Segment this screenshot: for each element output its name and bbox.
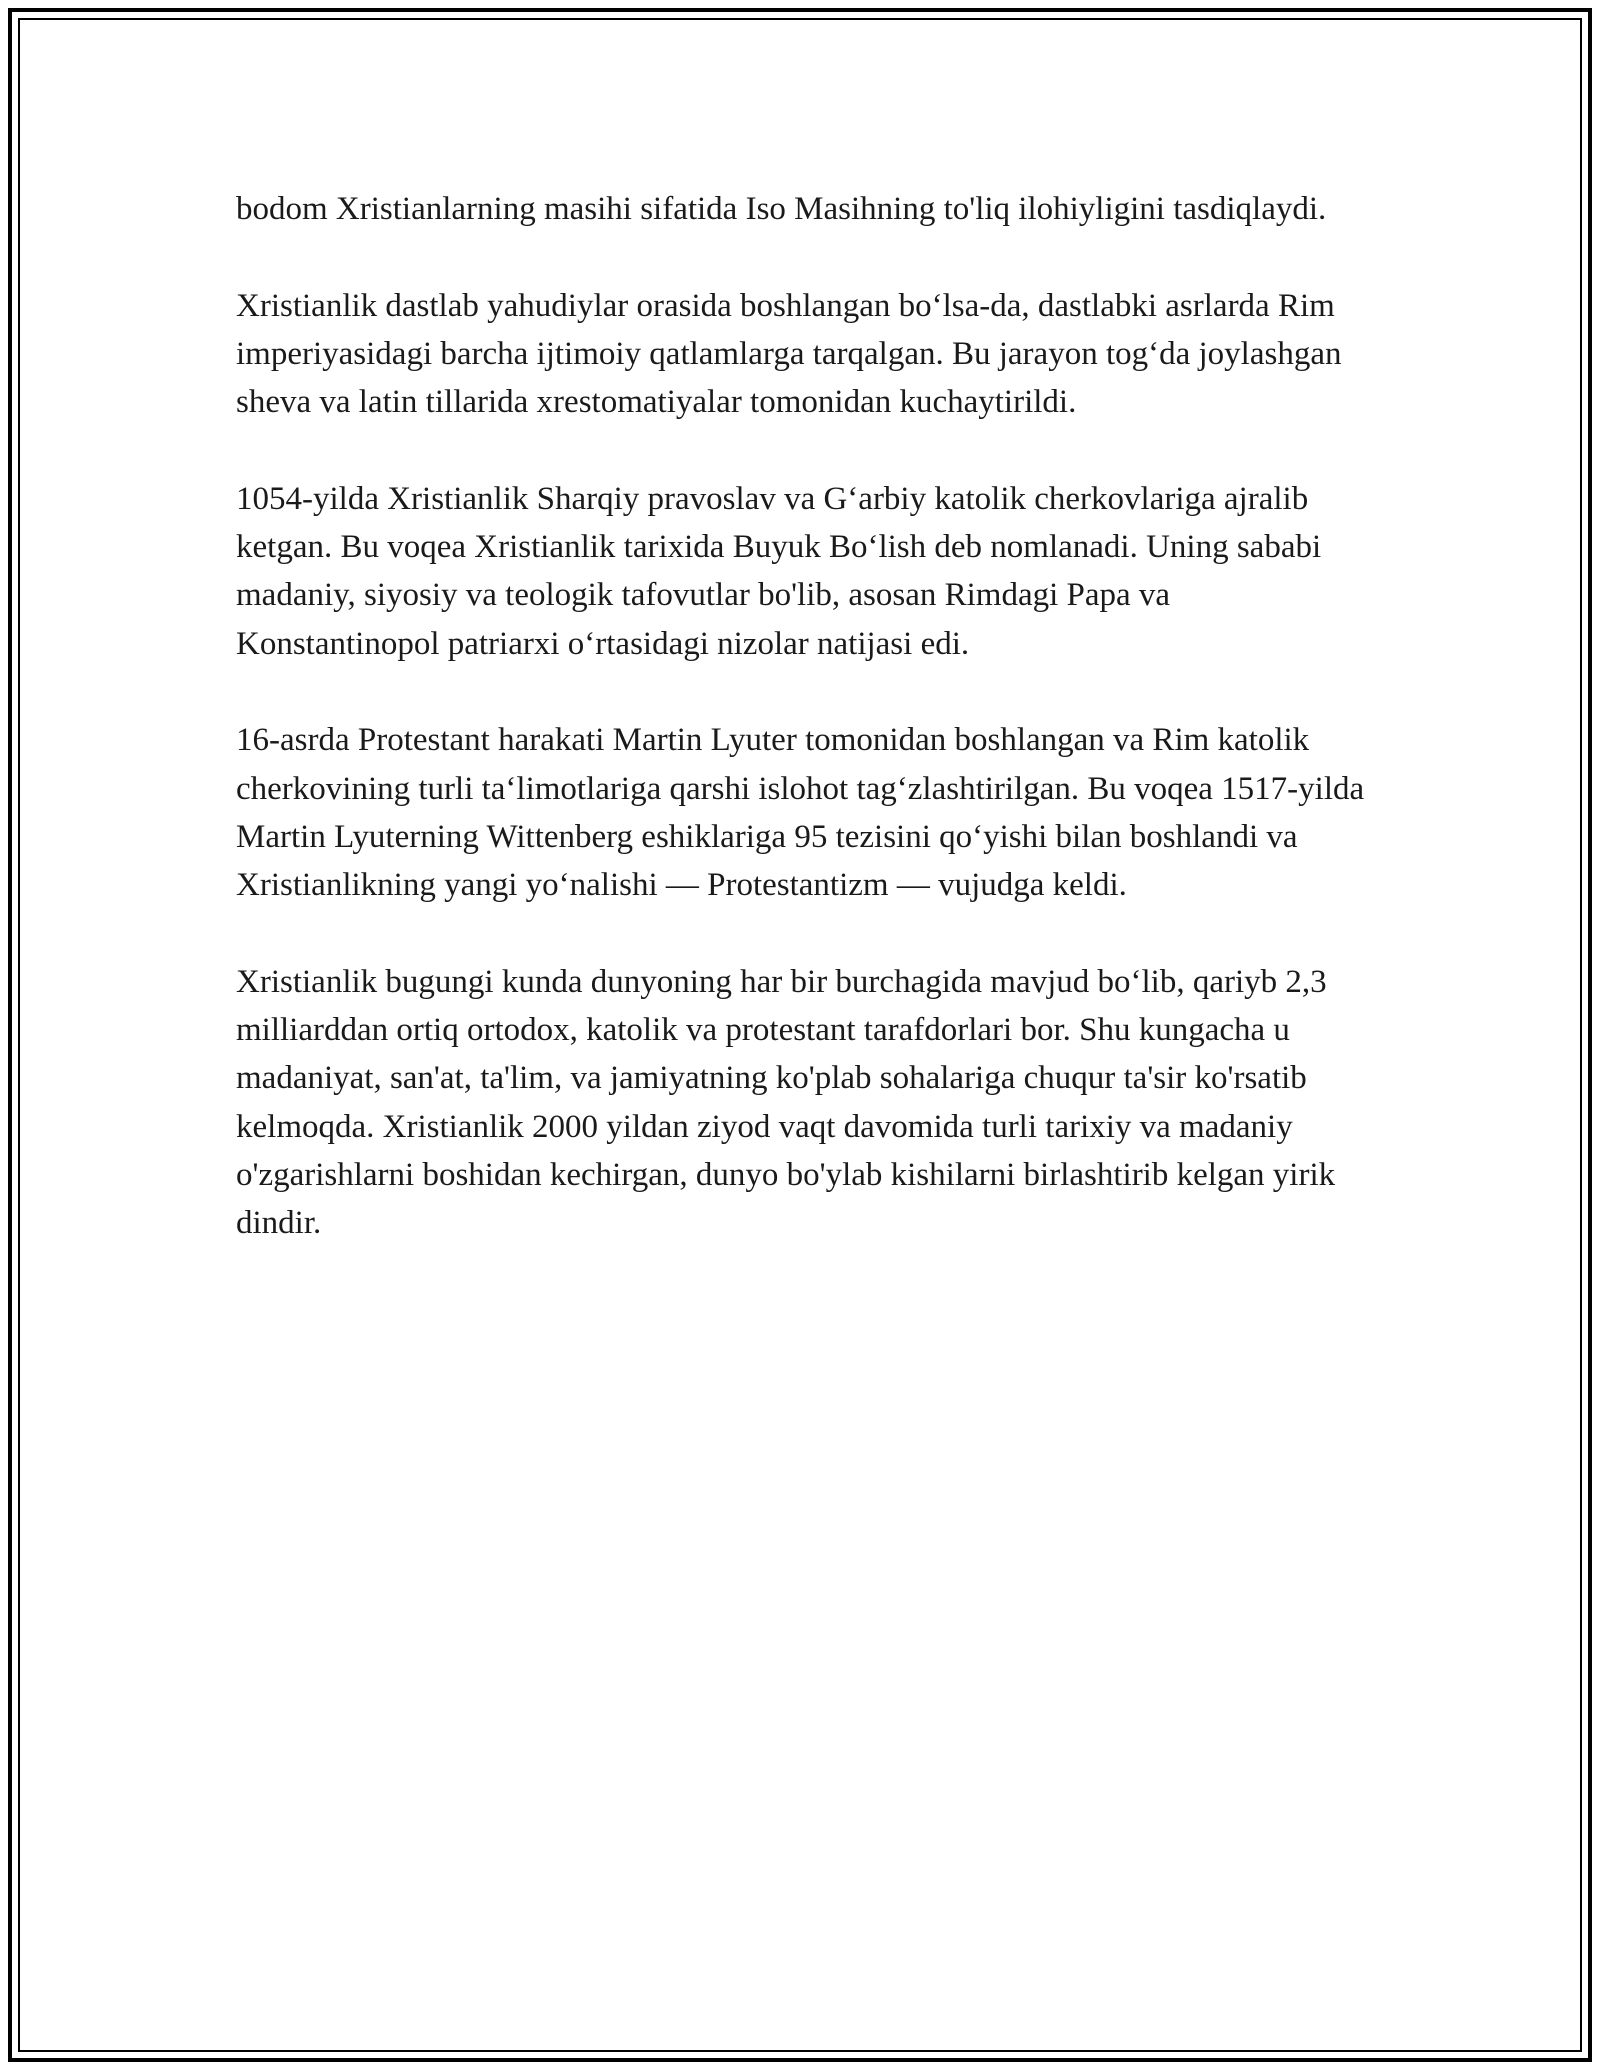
paragraph-5: Xristianlik bugungi kunda dunyoning har bir burchagida mavjud bo‘lib, qariyb 2,3 milliarddan ortiq ortodox, katolik va protestant tarafdorlari bor. Shu kungacha u madaniyat, san'at, ta'lim, va jamiyatning ko'plab sohalariga chuqur ta'sir ko'rsatib kelmoqda. Xristianlik 2000 yildan ziyod vaqt davomida turli tarixiy va madaniy o'zgarishlarni boshidan kechirgan, dunyo bo'ylab kishilarni birlashtirib kelgan yirik dindir. xyxy=(236,963,1336,1242)
paragraph-3: 1054-yilda Xristianlik Sharqiy pravoslav va G‘arbiy katolik cherkovlariga ajralib ketgan. Bu voqea Xristianlik tarixida Buyuk Bo‘lish deb nomlanadi. Uning sababi madaniy, siyosiy va teologik tafovutlar bo'lib, asosan Rimdagi Papa va Konstantinopol patriarxi o‘rtasidagi nizolar natijasi edi. xyxy=(236,480,1322,662)
document-body xyxy=(236,185,1366,1296)
paragraph-1: bodom Xristianlarning masihi sifatida Iso Masihning to'liq ilohiyligini tasdiqlaydi. xyxy=(236,191,1327,227)
paragraph-2: Xristianlik dastlab yahudiylar orasida boshlangan bo‘lsa-da, dastlabki asrlarda Rim imperiyasidagi barcha ijtimoiy qatlamlarga tarqalgan. Bu jarayon tog‘da joylashgan sheva va latin tillarida xrestomatiyalar tomonidan kuchaytirildi. xyxy=(236,287,1342,421)
paragraph-4: 16-asrda Protestant harakati Martin Lyuter tomonidan boshlangan va Rim katolik cherkovining turli ta‘limotlariga qarshi islohot tag‘zlashtirilgan. Bu voqea 1517-yilda Martin Lyuterning Wittenberg eshiklariga 95 tezisini qo‘yishi bilan boshlandi va Xristianlikning yangi yo‘nalishi — Protestantizm — vujudga keldi. xyxy=(236,722,1365,904)
